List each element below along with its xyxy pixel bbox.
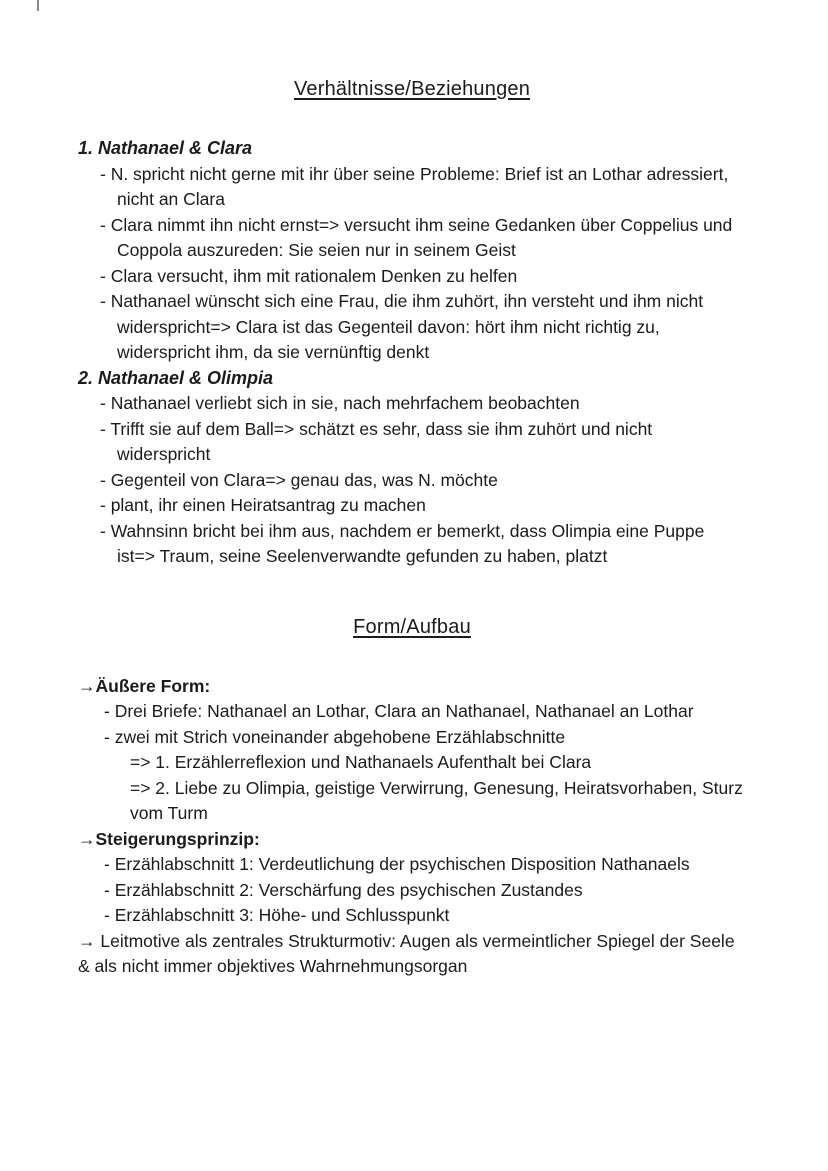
arrow-heading bbox=[78, 827, 746, 853]
bullet-item: - Erzählabschnitt 3: Höhe- und Schlusspunkt bbox=[104, 905, 450, 925]
arrow-heading-colon: : bbox=[253, 828, 260, 849]
bullet-item: - Wahnsinn bricht bei ihm aus, nachdem er bemerkt, dass Olimpia eine Puppe ist=> Traum, seine Seelenverwandte gefunden zu haben, platzt bbox=[100, 520, 705, 566]
bullet-item: - N. spricht nicht gerne mit ihr über seine Probleme: Brief ist an Lothar adressiert, nicht an Clara bbox=[100, 163, 729, 209]
relationship-group-nathanael-clara bbox=[78, 136, 746, 366]
section-title-relationships: Verhältnisse/Beziehungen bbox=[293, 78, 531, 100]
bullet-item: - Erzählabschnitt 1: Verdeutlichung der psychischen Disposition Nathanaels bbox=[104, 854, 690, 874]
bullet-item: - zwei mit Strich voneinander abgehobene Erzählabschnitte bbox=[104, 726, 566, 747]
closing-note-leitmotive: → Leitmotive als zentrales Strukturmotiv: Augen als vermeintlicher Spiegel der Seele & als nicht immer objektives Wahrnehmungsorgan bbox=[78, 930, 735, 976]
section-title-form: Form/Aufbau bbox=[353, 615, 471, 638]
bullet-item: - Drei Briefe: Nathanael an Lothar, Clara an Nathanael, Nathanael an Lothar bbox=[104, 701, 694, 721]
bullet-item: - Erzählabschnitt 2: Verschärfung des psychischen Zustandes bbox=[104, 879, 583, 900]
bullet-item: - Gegenteil von Clara=> genau das, was N. möchte bbox=[100, 469, 498, 490]
bullet-item: - plant, ihr einen Heiratsantrag zu machen bbox=[100, 495, 426, 515]
bullet-item: - Clara nimmt ihn nicht ernst=> versucht ihm seine Gedanken über Coppelius und Coppola auszureden: Sie seien nur in seinem Geist bbox=[100, 214, 733, 260]
scan-artifact bbox=[37, 0, 39, 11]
arrow-heading-label: Äußere Form bbox=[95, 675, 205, 696]
section-form-aufbau bbox=[78, 614, 746, 980]
group-heading: 2. Nathanael & Olimpia bbox=[78, 367, 274, 388]
right-arrow-icon: → bbox=[78, 675, 96, 696]
arrow-heading-colon: : bbox=[204, 675, 211, 696]
form-block-steigerungsprinzip bbox=[78, 827, 746, 929]
group-heading: 1. Nathanael & Clara bbox=[78, 138, 253, 158]
relationship-group-nathanael-olimpia bbox=[78, 366, 746, 570]
section-relationships bbox=[78, 76, 746, 570]
bullet-item: - Nathanael verliebt sich in sie, nach mehrfachem beobachten bbox=[100, 393, 580, 413]
right-arrow-icon: → bbox=[78, 828, 96, 849]
arrow-heading bbox=[78, 674, 746, 700]
bullet-item: - Nathanael wünscht sich eine Frau, die ihm zuhört, ihn versteht und ihm nicht widerspricht=> Clara ist das Gegenteil davon: hört ihm nicht richtig zu, widerspricht ihm, da sie vernünftig denkt bbox=[100, 291, 704, 362]
bullet-item: - Clara versucht, ihm mit rationalem Denken zu helfen bbox=[100, 265, 518, 286]
sub-bullet-item: => 1. Erzählerreflexion und Nathanaels Aufenthalt bei Clara bbox=[130, 752, 592, 772]
form-block-aeussere-form bbox=[78, 674, 746, 827]
sub-bullet-item: => 2. Liebe zu Olimpia, geistige Verwirrung, Genesung, Heiratsvorhaben, Sturz vom Turm bbox=[130, 777, 743, 823]
arrow-heading-label: Steigerungsprinzip bbox=[95, 828, 254, 849]
bullet-item: - Trifft sie auf dem Ball=> schätzt es sehr, dass sie ihm zuhört und nicht widerspricht bbox=[100, 418, 653, 464]
